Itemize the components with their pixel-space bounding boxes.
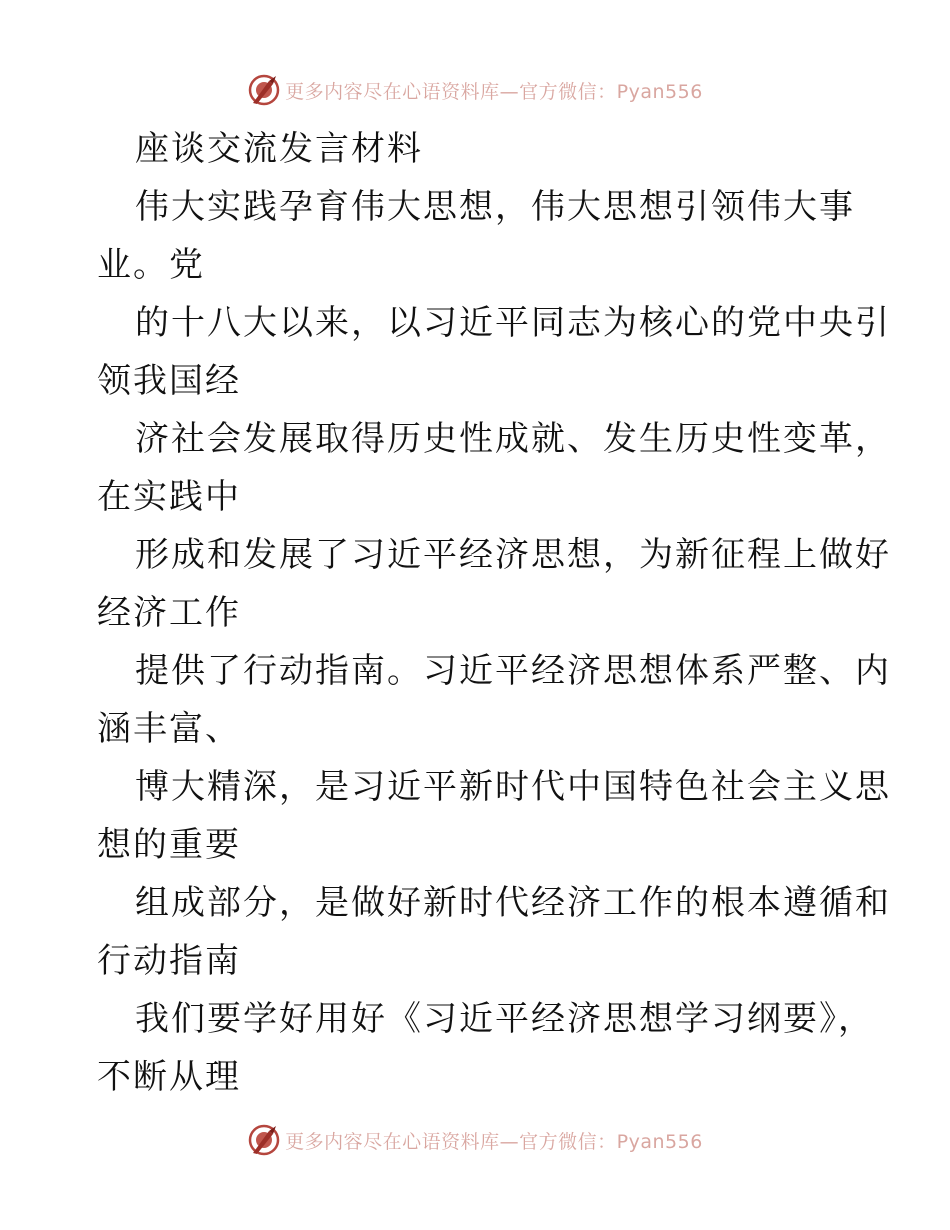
- text-line: 领我国经: [97, 361, 241, 401]
- text-line: 行动指南: [97, 941, 241, 981]
- text-line: 济社会发展取得历史性成就、发生历史性变革，: [135, 419, 891, 459]
- text-line: 伟大实践孕育伟大思想，伟大思想引领伟大事: [135, 187, 855, 227]
- text-line: 经济工作: [97, 593, 241, 633]
- text-line: 形成和发展了习近平经济思想，为新征程上做好: [135, 535, 891, 575]
- text-line: 我们要学好用好《习近平经济思想学习纲要》，: [135, 999, 874, 1039]
- text-line: 的十八大以来，以习近平同志为核心的党中央引: [135, 303, 891, 343]
- text-line: 业。党: [97, 245, 205, 285]
- document-title: 座谈交流发言材料: [135, 129, 423, 169]
- footer-banner: [0, 1120, 950, 1160]
- footer-banner-text: 更多内容尽在心语资料库—官方微信：Pyan556: [285, 1130, 703, 1153]
- text-line: 涵丰富、: [97, 709, 241, 749]
- text-line: 在实践中: [97, 477, 241, 517]
- text-line: 提供了行动指南。习近平经济思想体系严整、内: [135, 651, 891, 691]
- header-banner: [0, 70, 950, 110]
- text-line: 想的重要: [97, 825, 241, 865]
- header-banner-text: 更多内容尽在心语资料库—官方微信：Pyan556: [285, 80, 703, 103]
- quill-seal-icon: [247, 73, 281, 107]
- document-body: [97, 120, 891, 1106]
- text-line: 博大精深，是习近平新时代中国特色社会主义思: [135, 767, 891, 807]
- text-line: 组成部分，是做好新时代经济工作的根本遵循和: [135, 883, 891, 923]
- quill-seal-icon: [247, 1123, 281, 1157]
- text-line: 不断从理: [97, 1057, 241, 1097]
